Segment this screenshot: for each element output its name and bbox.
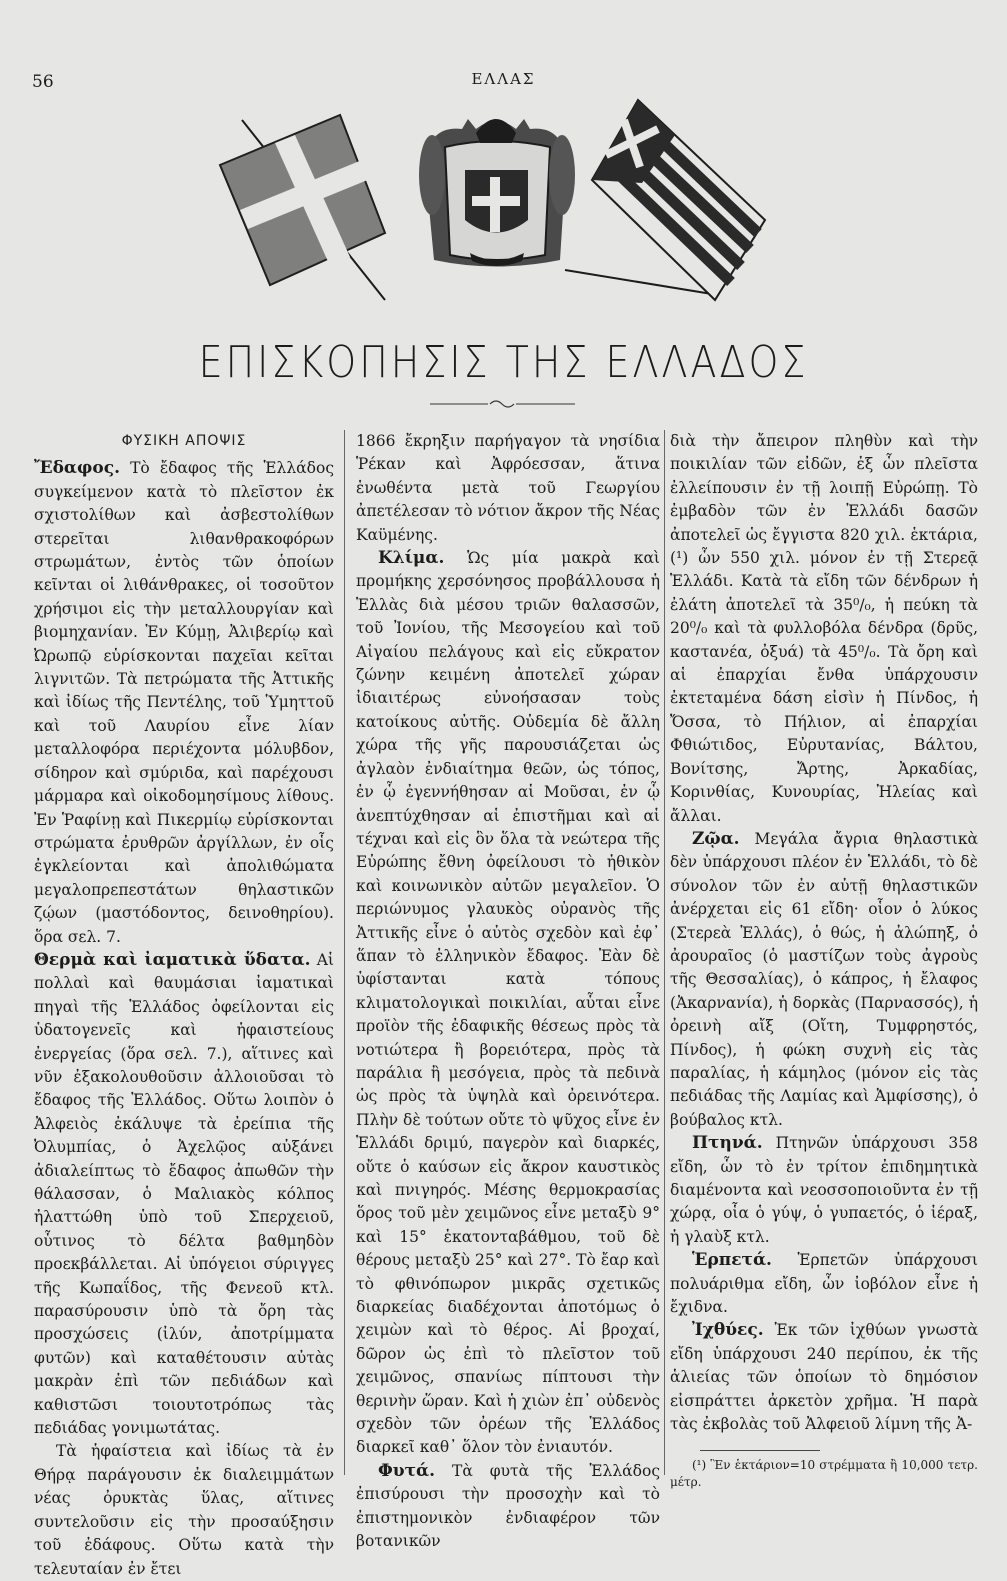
section-title: ΦΥΣΙΚΗ ΑΠΟΨΙΣ xyxy=(121,433,247,449)
paragraph-heading: Θερμὰ καὶ ἰαματικὰ ὕδατα. xyxy=(34,949,311,970)
page-title: ΕΠΙΣΚΟΠΗΣΙΣ ΤΗΣ ΕΛΛΑΔΟΣ xyxy=(198,336,809,388)
paragraph xyxy=(670,828,978,1132)
paragraph-text: Ἑρπετῶν ὑπάρχουσι πολυάριθμα εἴδη, ὧν ἰοβόλον εἶνε ἡ ἔχιδνα. xyxy=(670,1251,978,1317)
column-rule xyxy=(344,430,345,1475)
ornament-divider xyxy=(430,398,575,410)
striped-flag-icon xyxy=(565,100,765,300)
paragraph xyxy=(356,1460,660,1554)
paragraph-text: Ἐκ τῶν ἰχθύων γνωστὰ εἴδη ὑπάρχουσι 240 περίπου, ἐκ τῆς ἁλιείας τῶν ὁποίων τὸ δημόσιον εἰσπράττει ἀρκετὸν χρῆμα. Ἡ παρὰ τὰς ἐκβολὰς τοῦ Ἀλφειοῦ λίμνη τῆς Ἀ- xyxy=(670,1321,978,1434)
paragraph xyxy=(34,457,334,949)
paragraph-heading: Ἔδαφος. xyxy=(34,458,120,479)
paragraph xyxy=(670,1319,978,1436)
paragraph-heading: Ζῷα. xyxy=(692,828,740,849)
paragraph xyxy=(34,949,334,1441)
emblem-illustration xyxy=(200,95,800,320)
column-1 xyxy=(34,430,334,1578)
paragraph-text: Ὡς μία μακρὰ καὶ προμήκης χερσόνησος προβάλλουσα ἡ Ἑλλὰς διὰ μέσου τριῶν θαλασσῶν, τοῦ Ἰονίου, τῆς Μεσογείου καὶ τοῦ Αἰγαίου πελάγους καὶ εἰς εὔκρατον ζώνην κειμένη ἀποτελεῖ χώραν ἰδιαιτέρως εὐνοήσασαν τοὺς κατοίκους αὐτῆς. Οὐδεμία δὲ ἄλλη χώρα τῆς γῆς παρουσιάζεται ὡς ἀγλαὸν ἐνδιαίτημα θεῶν, ὡς τόπος, ἐν ᾧ ἐγεννήθησαν αἱ Μοῦσαι, ἐν ᾧ ἀνεπτύχθησαν αἱ ἐπιστῆμαι καὶ αἱ τέχναι καὶ εἰς ὃν ὅλα τὰ νεώτερα τῆς Εὐρώπης ἔθνη ὀφείλουσι τὸ ἠθικὸν καὶ κοινωνικὸν αὐτῶν μεγαλεῖον. Ὁ περιώνυμος γλαυκὸς οὐρανὸς τῆς Ἀττικῆς εἶνε ὁ αὐτὸς σχεδὸν καὶ ἐφ᾽ ἅπαν τὸ ἑλληνικὸν ἔδαφος. Ἐὰν δὲ ὑφίστανται κατὰ τόπους κλιματολογικαὶ ποικιλίαι, αὗται εἶνε προϊὸν τῆς ἐδαφικῆς θέσεως πρὸς τὰ νοτιώτερα ἢ βορειότερα, πρὸς τὰ παράλια ἢ μεσόγεια, πρὸς τὰ πεδινὰ ὡς πρὸς τὰ ὑψηλὰ καὶ ὀρεινότερα. Πλὴν δὲ τούτων οὔτε τὸ ψῦχος εἶνε ἐν Ἑλλάδι δριμύ, παγερὸν καὶ διαρκές, οὔτε ὁ καύσων εἰς ἄκρον καυστικὸς καὶ πνιγηρός. Μέσης θερμοκρασίας ὅρος τοῦ μὲν χειμῶνος εἶνε μεταξὺ 9° καὶ 15° ἑκατονταβάθμου, τοῦ δὲ θέρους μεταξὺ 25° καὶ 27°. Τὸ ἔαρ καὶ τὸ φθινόπωρον μικρᾶς σχετικῶς διαρκείας διαδέχονται ἀποτόμως ὁ χειμὼν καὶ τὸ θέρος. Αἱ βροχαί, δῶρον ὡς ἐπὶ τὸ πλεῖστον τοῦ χειμῶνος, σπανίως πίπτουσι τὴν θερινὴν ὥραν. Καὶ ἡ χιὼν ἐπ᾽ οὐδενὸς σχεδὸν τῶν ὀρέων τῆς Ἑλλάδος διαρκεῖ καθ᾽ ὅλον τὸν ἐνιαυτόν. xyxy=(356,549,660,1457)
paragraph xyxy=(356,547,660,1460)
footnote: (¹) Ἓν ἑκτάριον=10 στρέμματα ἢ 10,000 τετρ. μέτρ. xyxy=(670,1458,978,1490)
paragraph: 1866 ἔκρηξιν παρήγαγον τὰ νησίδια Ῥέκαν καὶ Ἀφρόεσσαν, ἅτινα ἑνωθέντα μετὰ τοῦ Γεωργίου ἀπετέλεσαν τὸ νότιον ἄκρον τῆς Νέας Καϋμένης. xyxy=(356,432,660,544)
paragraph xyxy=(670,1132,978,1249)
paragraph-text: Τὰ φυτὰ τῆς Ἑλλάδος ἐπισύρουσι τὴν προσοχὴν καὶ τὸ ἐπιστημονικὸν ἐνδιαφέρον τῶν βοτανικῶν xyxy=(356,1461,660,1551)
paragraph-heading: Ἑρπετά. xyxy=(692,1250,772,1271)
column-2 xyxy=(356,430,660,1551)
paragraph-text: Πτηνῶν ὑπάρχουσι 358 εἴδη, ὧν τὸ ἐν τρίτον ἐπιδημητικὰ διαμένοντα καὶ νεοσσοποιοῦντα ἐν τῇ χώρᾳ, οἷα ὁ γύψ, ὁ γυπαετός, ὁ ἱέραξ, ἡ γλαὺξ κτλ. xyxy=(670,1134,978,1246)
coat-of-arms-icon xyxy=(419,119,575,267)
paragraph-text: Τὸ ἔδαφος τῆς Ἑλλάδος συγκείμενον κατὰ τὸ πλεῖστον ἐκ σχιστολίθων καὶ ἀσβεστολίθων στερεῖται λιθανθρακοφόρων στρωμάτων, ἐντὸς τῶν ὁποίων κεῖνται οἱ λιθάνθρακες, οἱ τοσοῦτον χρήσιμοι εἰς τὴν μεταλλουργίαν καὶ βιομηχανίαν. Ἐν Κύμῃ, Ἀλιβερίῳ καὶ Ὠρωπῷ εὑρίσκονται παχεῖαι κεῖται λιγνιτῶν. Τὰ πετρώματα τῆς Ἀττικῆς καὶ ἰδίως τῆς Πεντέλης, τοῦ Ὑμηττοῦ καὶ τοῦ Λαυρίου εἶνε λίαν μεταλλοφόρα περιέχοντα μόλυβδον, σίδηρον καὶ σμύριδα, καὶ παρέχουσι μάρμαρα καὶ οἰκοδομησίμους λίθους. Ἐν Ῥαφίνῃ καὶ Πικερμίῳ εὑρίσκονται στρώματα ἐρυθρῶν ἀργίλλων, ἐν οἷς ἐγκλείονται καὶ ἀπολιθώματα μεγαλοπρεπεστάτων θηλαστικῶν ζῴων (μαστόδοντος, δεινοθηρίου). ὅρα σελ. 7. xyxy=(34,459,334,946)
column-3 xyxy=(670,430,978,1490)
paragraph: Τὰ ἡφαίστεια καὶ ἰδίως τὰ ἐν Θήρᾳ παράγουσιν ἐκ διαλειμμάτων νέας ὀρυκτὰς ὕλας, αἵτινες συντελοῦσιν εἰς τὴν προσαύξησιν τοῦ ἐδάφους. Οὕτω κατὰ τὴν τελευταίαν ἐν ἔτει xyxy=(34,1442,334,1578)
paragraph-text: Μεγάλα ἄγρια θηλαστικὰ δὲν ὑπάρχουσι πλέον ἐν Ἑλλάδι, τὸ δὲ σύνολον τῶν ἐν αὐτῇ θηλαστικῶν ἀνέρχεται εἰς 61 εἴδη· οἷον ὁ λύκος (Στερεὰ Ἑλλάς), ὁ θώς, ἡ ἀλώπηξ, ὁ ἀρουραῖος (ὁ μαστίζων τοὺς ἀγροὺς τῆς Θεσσαλίας), ὁ κάπρος, ἡ ἔλαφος (Ἀκαρνανία), ἡ δορκὰς (Παρνασσός), ἡ ὀρεινὴ αἴξ (Οἴτη, Τυμφρηστός, Πίνδος), ἡ φώκη συχνὴ εἰς τὰς παραλίας, ἡ κάμηλος (μόνον εἰς τὰς πεδιάδας τῆς Λαμίας καὶ Ἀμφίσσης), ὁ βούβαλος κτλ. xyxy=(670,829,978,1129)
running-head: ΕΛΛΑΣ xyxy=(471,70,536,88)
paragraph-heading: Φυτά. xyxy=(378,1460,436,1481)
paragraph: διὰ τὴν ἄπειρον πληθὺν καὶ τὴν ποικιλίαν τῶν εἰδῶν, ἐξ ὧν πλεῖστα ἐλλείπουσιν ἐν τῇ λοιπῇ Εὐρώπῃ. Τὸ ἐμβαδὸν τῶν ἐν Ἑλλάδι δασῶν ἀποτελεῖ ὡς ἔγγιστα 820 χιλ. ἑκτάρια, (¹) ὧν 550 χιλ. μόνον ἐν τῇ Στερεᾷ Ἑλλάδι. Κατὰ τὰ εἴδη τῶν δένδρων ἡ ἐλάτη ἀποτελεῖ τὰ 35⁰/₀, ἡ πεύκη τὰ 20⁰/₀ καὶ τὰ φυλλοβόλα δένδρα (δρῦς, καστανέα, ὀξυά) τὰ 45⁰/₀. Τὰ ὄρη καὶ αἱ ἐπαρχίαι ἔνθα ὑπάρχουσιν ἐκτεταμένα δάση εἰσὶν ἡ Πίνδος, ἡ Ὄσσα, τὸ Πήλιον, αἱ ἐπαρχίαι Φθιώτιδος, Εὐρυτανίας, Βάλτου, Βονίτσης, Ἄρτης, Ἀρκαδίας, Κορινθίας, Κυνουρίας, Ἠλείας καὶ ἄλλαι. xyxy=(670,432,978,825)
paragraph-text: Αἱ πολλαὶ καὶ θαυμάσιαι ἰαματικαὶ πηγαὶ τῆς Ἑλλάδος ὀφείλονται εἰς ὑδατογενεῖς καὶ ἡφαιστείους ἐνεργείας (ὅρα σελ. 7.), αἵτινες καὶ νῦν ἐξακολουθοῦσιν ἀλλοιοῦσαι τὸ ἔδαφος τῆς Ἑλλάδος. Οὕτω λοιπὸν ὁ Ἀλφειὸς ἐκάλυψε τὰ ἐρείπια τῆς Ὀλυμπίας, ὁ Ἀχελῷος αὐξάνει ἀδιαλείπτως τὸ ἔδαφος ἀπωθῶν τὴν θάλασσαν, ὁ Μαλιακὸς κόλπος ἠλαττώθη ὑπὸ τοῦ Σπερχειοῦ, οὗτινος τὸ δέλτα βαθμηδὸν προεκβάλλεται. Αἱ ὑπόγειοι σύριγγες τῆς Κωπαΐδος, τῆς Φενεοῦ κτλ. παρασύρουσιν ὑπὸ τὰ ὄρη τὰς προσχώσεις (ἰλύν, ἀποτρίμματα φυτῶν) καὶ καταθέτουσιν αὐτὰς μακρὰν ἐπὶ τῶν πεδιάδων καὶ καθιστῶσι τοιουτοτρόπως τὰς πεδιάδας γονιμωτάτας. xyxy=(34,950,334,1438)
column-rule xyxy=(664,430,665,1475)
paragraph-heading: Κλίμα. xyxy=(378,548,445,569)
paragraph xyxy=(670,1249,978,1319)
footnote-rule xyxy=(700,1450,820,1451)
paragraph-heading: Πτηνά. xyxy=(692,1133,763,1154)
page-number: 56 xyxy=(32,72,54,92)
flag-icon xyxy=(220,115,385,300)
paragraph-heading: Ἰχθύες. xyxy=(692,1320,764,1341)
